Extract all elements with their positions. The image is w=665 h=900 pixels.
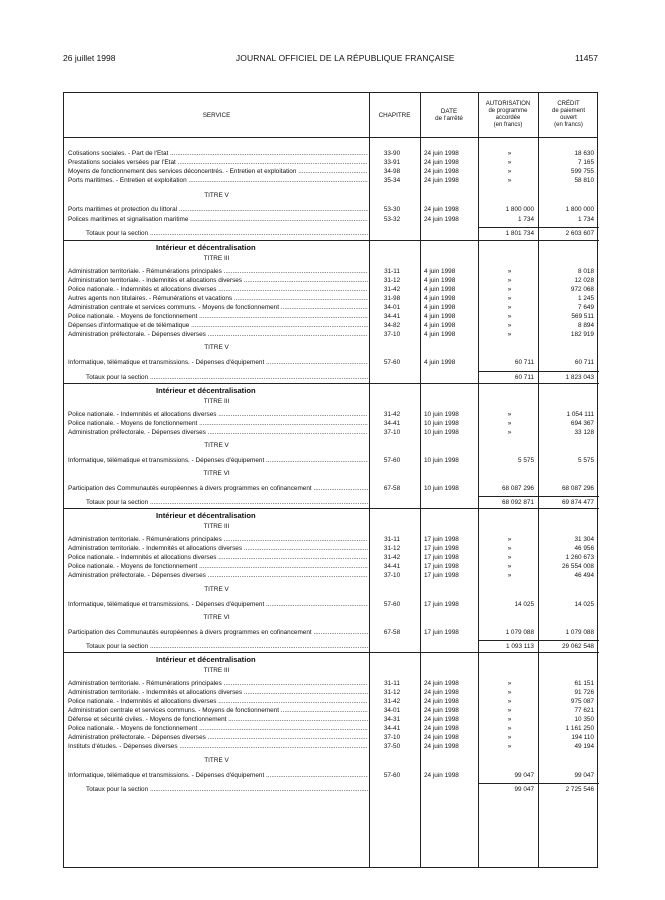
row-credit: 1 823 043 [565,373,594,381]
row-credit: 46 494 [574,572,594,580]
row-autorisation: » [507,159,512,167]
row-date: 24 juin 1998 [424,743,459,751]
row-autorisation: » [507,168,512,176]
table-row [64,679,599,688]
row-credit: 599 755 [570,168,594,176]
row-credit: 26 554 008 [562,563,594,571]
row-credit: 8 894 [578,322,594,330]
row-autorisation: 1 734 [518,215,534,223]
section-total-row [64,373,599,382]
row-autorisation: » [507,716,512,724]
row-credit: 60 711 [574,359,594,367]
row-credit: 182 919 [570,331,594,339]
header-date: 26 juillet 1998 [63,53,116,63]
row-chapitre: 34-82 [383,322,401,330]
row-credit: 12 028 [574,276,594,284]
row-label: Administration territoriale. - Rémunérations principales ..... [68,535,368,544]
table-row [64,158,599,167]
row-chapitre: 57-60 [383,456,401,464]
row-chapitre: 37-10 [383,331,401,339]
row-chapitre: 31-12 [383,688,401,696]
row-label: Police nationale. - Indemnités et allocations diverses ..... [68,553,368,562]
row-credit: 49 194 [574,743,594,751]
row-chapitre: 33-91 [383,159,401,167]
row-chapitre: 37-10 [383,572,401,580]
section-heading: Intérieur et décentralisation [156,511,256,520]
table-row [64,312,599,321]
section-divider [64,383,599,384]
row-label: Totaux pour la section ..... [86,785,368,794]
row-label: Administration territoriale. - Indemnités et allocations diverses ..... [68,688,368,697]
row-credit: 7 649 [578,304,594,311]
row-chapitre: 34-41 [383,419,401,427]
row-date: 4 juin 1998 [424,322,456,330]
table-row [64,276,599,285]
row-autorisation: » [507,734,512,742]
row-label: Administration territoriale. - Indemnités et allocations diverses ..... [68,544,368,553]
row-label: Autres agents non titulaires. - Rémunérations et vacations ..... [68,294,368,303]
subtotal-rule [478,640,599,641]
row-autorisation: » [507,679,512,687]
table-row [64,149,599,158]
row-label: Administration préfectorale. - Dépenses diverses ..... [68,571,368,580]
row-label: Administration préfectorale. - Dépenses diverses ..... [68,428,368,437]
row-date: 24 juin 1998 [424,716,459,724]
row-autorisation: 14 025 [514,600,534,608]
row-date: 4 juin 1998 [424,359,456,367]
row-date: 10 juin 1998 [424,456,459,464]
row-autorisation: » [507,688,512,696]
titre-heading: TITRE V [204,441,229,449]
row-autorisation: » [507,545,512,553]
row-label: Ports maritimes et protection du littoral ..... [68,205,368,214]
row-label: Administration centrale et services communs. - Moyens de fonctionnement ..... [68,706,368,715]
row-date: 10 juin 1998 [424,484,459,492]
table-row [64,484,599,493]
row-autorisation: » [507,313,512,321]
row-chapitre: 67-58 [383,628,401,636]
table-row [64,205,599,214]
row-autorisation: 68 092 871 [502,499,534,506]
table-row [64,535,599,544]
row-label: Police nationale. - Moyens de fonctionnement ..... [68,312,368,321]
row-label: Dépenses d'informatique et de télématique ..... [68,321,368,330]
section-heading: Intérieur et décentralisation [156,385,256,395]
row-autorisation: » [507,276,512,284]
row-label: Informatique, télématique et transmissions. - Dépenses d'équipement ..... [68,771,368,780]
row-credit: 10 350 [574,716,594,724]
row-autorisation: 68 087 296 [502,484,534,492]
row-date: 17 juin 1998 [424,545,459,553]
section-divider [64,508,599,509]
row-autorisation: » [507,150,512,157]
row-date: 17 juin 1998 [424,600,459,608]
table-row [64,176,599,185]
row-credit: 972 068 [570,285,594,293]
row-chapitre: 34-01 [383,707,401,714]
row-credit: 975 087 [570,697,594,705]
row-label: Administration préfectorale. - Dépenses diverses ..... [68,330,368,339]
row-label: Totaux pour la section ..... [86,642,368,651]
row-label: Police nationale. - Indemnités et allocations diverses ..... [68,697,368,706]
section-divider [64,240,599,241]
row-date: 4 juin 1998 [424,331,456,339]
row-credit: 8 018 [578,267,594,275]
row-autorisation: 1 079 088 [505,628,534,636]
row-label: Prestations sociales versées par l'Etat ..... [68,158,368,167]
titre-heading: TITRE III [203,254,230,262]
table-row [64,724,599,733]
row-label: Cotisations sociales. - Part de l'Etat ..... [68,149,368,158]
row-date: 24 juin 1998 [424,150,459,157]
titre-heading: TITRE VI [203,469,230,477]
table-row [64,330,599,339]
table-header [64,93,597,138]
row-label: Administration territoriale. - Indemnités et allocations diverses ..... [68,276,368,285]
row-date: 24 juin 1998 [424,177,459,185]
row-label: Ports maritimes. - Entretien et exploitation ..... [68,176,368,185]
row-autorisation: 99 047 [514,785,534,793]
row-credit: 33 128 [574,428,594,436]
row-chapitre: 53-32 [383,215,401,223]
table-row [64,410,599,419]
row-credit: 61 151 [574,679,594,687]
row-label: Informatique, télématique et transmissions. - Dépenses d'équipement ..... [68,456,368,465]
subtotal-rule [478,227,599,228]
row-credit: 58 810 [574,177,594,185]
row-label: Police nationale. - Moyens de fonctionnement ..... [68,562,368,571]
row-chapitre: 31-42 [383,697,401,705]
col-credit: CRÉDIT de paiement ouvert (en francs) [551,101,586,128]
journal-title: JOURNAL OFFICIEL DE LA RÉPUBLIQUE FRANÇAISE [235,53,455,63]
table-row [64,742,599,751]
row-credit: 2 725 546 [565,785,594,793]
table-row [64,600,599,609]
row-label: Totaux pour la section ..... [86,373,368,382]
table-row [64,456,599,465]
section-divider [64,652,599,653]
row-credit: 1 079 088 [565,628,594,636]
col-service: SERVICE [202,111,231,119]
row-credit: 2 603 607 [565,229,594,237]
row-autorisation: » [507,563,512,571]
row-date: 24 juin 1998 [424,168,459,176]
row-credit: 1 161 250 [565,725,594,733]
row-autorisation: 5 575 [518,456,534,464]
subtotal-rule [478,496,599,497]
col-date: DATE de l'arrêté [435,108,463,122]
row-date: 17 juin 1998 [424,536,459,543]
row-autorisation: 1 093 113 [506,642,534,650]
table-row [64,358,599,367]
titre-heading: TITRE III [203,666,230,674]
row-autorisation: » [507,410,512,418]
row-chapitre: 37-10 [383,428,401,436]
row-credit: 31 304 [574,536,594,543]
row-date: 17 juin 1998 [424,572,459,580]
row-autorisation: » [507,697,512,705]
row-date: 17 juin 1998 [424,554,459,562]
table-row [64,544,599,553]
row-date: 4 juin 1998 [424,285,456,293]
row-autorisation: » [507,707,512,714]
row-label: Moyens de fonctionnement des services déconcentrés. - Entretien et exploitation ..... [68,167,368,176]
row-date: 10 juin 1998 [424,410,459,418]
table-row [64,428,599,437]
row-chapitre: 31-42 [383,410,401,418]
table-row [64,167,599,176]
col-autorisation: AUTORISATION de programme accordée (en francs) [485,101,531,128]
table-row [64,688,599,697]
row-autorisation: » [507,743,512,751]
row-credit: 1 734 [578,215,594,223]
row-label: Police nationale. - Indemnités et allocations diverses ..... [68,285,368,294]
row-chapitre: 34-98 [383,168,401,176]
row-credit: 694 367 [570,419,594,427]
row-credit: 1 245 [578,294,594,302]
table-row [64,294,599,303]
row-chapitre: 34-01 [383,304,401,311]
row-chapitre: 57-60 [383,771,401,779]
row-date: 24 juin 1998 [424,725,459,733]
row-date: 24 juin 1998 [424,771,459,779]
budget-table [63,92,598,868]
row-date: 10 juin 1998 [424,428,459,436]
table-row [64,553,599,562]
table-row [64,706,599,715]
titre-heading: TITRE VI [203,613,230,621]
row-autorisation: » [507,267,512,275]
row-label: Totaux pour la section ..... [86,498,368,507]
row-date: 24 juin 1998 [424,707,459,714]
table-row [64,321,599,330]
table-row [64,285,599,294]
row-date: 24 juin 1998 [424,206,459,214]
titre-heading: TITRE V [204,344,229,352]
row-credit: 29 062 548 [562,642,594,650]
table-row [64,628,599,637]
titre-heading: TITRE V [204,756,229,764]
row-autorisation: 1 800 000 [505,206,534,214]
col-chapitre: CHAPITRE [378,111,411,119]
row-chapitre: 37-10 [383,734,401,742]
row-label: Informatique, télématique et transmissions. - Dépenses d'équipement ..... [68,358,368,367]
row-credit: 1 260 673 [565,554,594,562]
row-autorisation: » [507,572,512,580]
row-label: Instituts d'études. - Dépenses diverses ..... [68,742,368,751]
row-credit: 69 874 477 [562,499,594,506]
row-date: 24 juin 1998 [424,734,459,742]
row-autorisation: » [507,428,512,436]
row-label: Administration centrale et services communs. - Moyens de fonctionnement ..... [68,303,368,312]
table-row [64,419,599,428]
row-autorisation: 1 801 734 [505,229,534,237]
row-label: Participation des Communautés européennes à divers programmes en cofinancement ..... [68,484,368,493]
row-credit: 18 630 [574,150,594,157]
page-number: 11457 [574,53,598,63]
row-label: Police nationale. - Moyens de fonctionnement ..... [68,724,368,733]
row-date: 4 juin 1998 [424,276,456,284]
row-label: Défense et sécurité civiles. - Moyens de fonctionnement ..... [68,715,368,724]
row-chapitre: 31-42 [383,554,401,562]
row-credit: 68 087 296 [562,484,594,492]
row-chapitre: 34-41 [383,313,401,321]
row-label: Informatique, télématique et transmissions. - Dépenses d'équipement ..... [68,600,368,609]
table-row [64,562,599,571]
table-row [64,733,599,742]
row-date: 24 juin 1998 [424,679,459,687]
row-autorisation: » [507,419,512,427]
row-date: 10 juin 1998 [424,419,459,427]
row-date: 4 juin 1998 [424,304,456,311]
titre-heading: TITRE V [204,585,229,593]
row-credit: 99 047 [574,771,594,779]
row-chapitre: 31-12 [383,545,401,553]
row-label: Administration territoriale. - Rémunérations principales ..... [68,267,368,276]
table-row [64,267,599,276]
section-heading: Intérieur et décentralisation [156,654,256,664]
row-autorisation: » [507,725,512,733]
section-heading: Intérieur et décentralisation [156,242,256,252]
row-date: 24 juin 1998 [424,697,459,705]
row-chapitre: 67-58 [383,484,401,492]
row-chapitre: 31-11 [384,536,400,543]
row-label: Administration territoriale. - Rémunérations principales ..... [68,679,368,688]
row-autorisation: 99 047 [514,771,534,779]
table-row [64,303,599,312]
row-autorisation: » [507,554,512,562]
row-chapitre: 34-41 [383,725,401,733]
table-row [64,215,599,224]
row-chapitre: 31-11 [384,267,400,275]
titre-heading: TITRE V [204,192,229,200]
row-autorisation: » [507,285,512,293]
section-total-row [64,642,599,651]
row-chapitre: 34-31 [383,716,401,724]
row-label: Polices maritimes et signalisation maritime ..... [68,215,368,224]
row-credit: 194 110 [571,734,594,742]
row-credit: 1 800 000 [565,206,594,214]
row-credit: 46 956 [574,545,594,553]
row-chapitre: 31-98 [383,294,401,302]
table-row [64,571,599,580]
row-date: 17 juin 1998 [424,628,459,636]
row-chapitre: 33-90 [383,150,401,157]
row-credit: 77 621 [574,707,594,714]
row-label: Participation des Communautés européennes à divers programmes en cofinancement ..... [68,628,368,637]
row-autorisation: » [507,294,512,302]
row-label: Police nationale. - Moyens de fonctionnement ..... [68,419,368,428]
row-credit: 569 511 [571,313,594,321]
row-label: Administration préfectorale. - Dépenses diverses ..... [68,733,368,742]
row-credit: 1 054 111 [566,410,594,418]
row-chapitre: 57-60 [383,359,401,367]
row-date: 4 juin 1998 [424,294,456,302]
row-autorisation: » [507,304,512,311]
row-credit: 7 165 [578,159,594,167]
row-chapitre: 37-50 [383,743,401,751]
row-chapitre: 34-41 [383,563,401,571]
subtotal-rule [478,371,599,372]
table-row [64,697,599,706]
table-row [64,771,599,780]
row-autorisation: 60 711 [514,359,534,367]
row-chapitre: 31-11 [384,679,400,687]
row-autorisation: » [507,322,512,330]
row-date: 17 juin 1998 [424,563,459,571]
row-chapitre: 53-30 [383,206,401,214]
row-autorisation: 60 711 [514,373,534,381]
section-total-row [64,229,599,238]
table-row [64,715,599,724]
row-credit: 91 726 [574,688,594,696]
section-total-row [64,498,599,507]
subtotal-rule [478,783,599,784]
section-total-row [64,785,599,794]
row-credit: 5 575 [578,456,594,464]
row-date: 24 juin 1998 [424,688,459,696]
row-autorisation: » [507,536,512,543]
row-date: 4 juin 1998 [424,313,456,321]
titre-heading: TITRE III [203,397,230,405]
row-autorisation: » [507,177,512,185]
row-credit: 14 025 [574,600,594,608]
row-chapitre: 35-34 [383,177,401,185]
row-date: 24 juin 1998 [424,159,459,167]
row-chapitre: 57-60 [383,600,401,608]
row-label: Police nationale. - Indemnités et allocations diverses ..... [68,410,368,419]
titre-heading: TITRE III [203,523,230,530]
row-chapitre: 31-42 [383,285,401,293]
row-chapitre: 31-12 [383,276,401,284]
row-date: 24 juin 1998 [424,215,459,223]
row-label: Totaux pour la section ..... [86,229,368,238]
page-header [63,51,598,65]
row-date: 4 juin 1998 [424,267,456,275]
row-autorisation: » [507,331,512,339]
